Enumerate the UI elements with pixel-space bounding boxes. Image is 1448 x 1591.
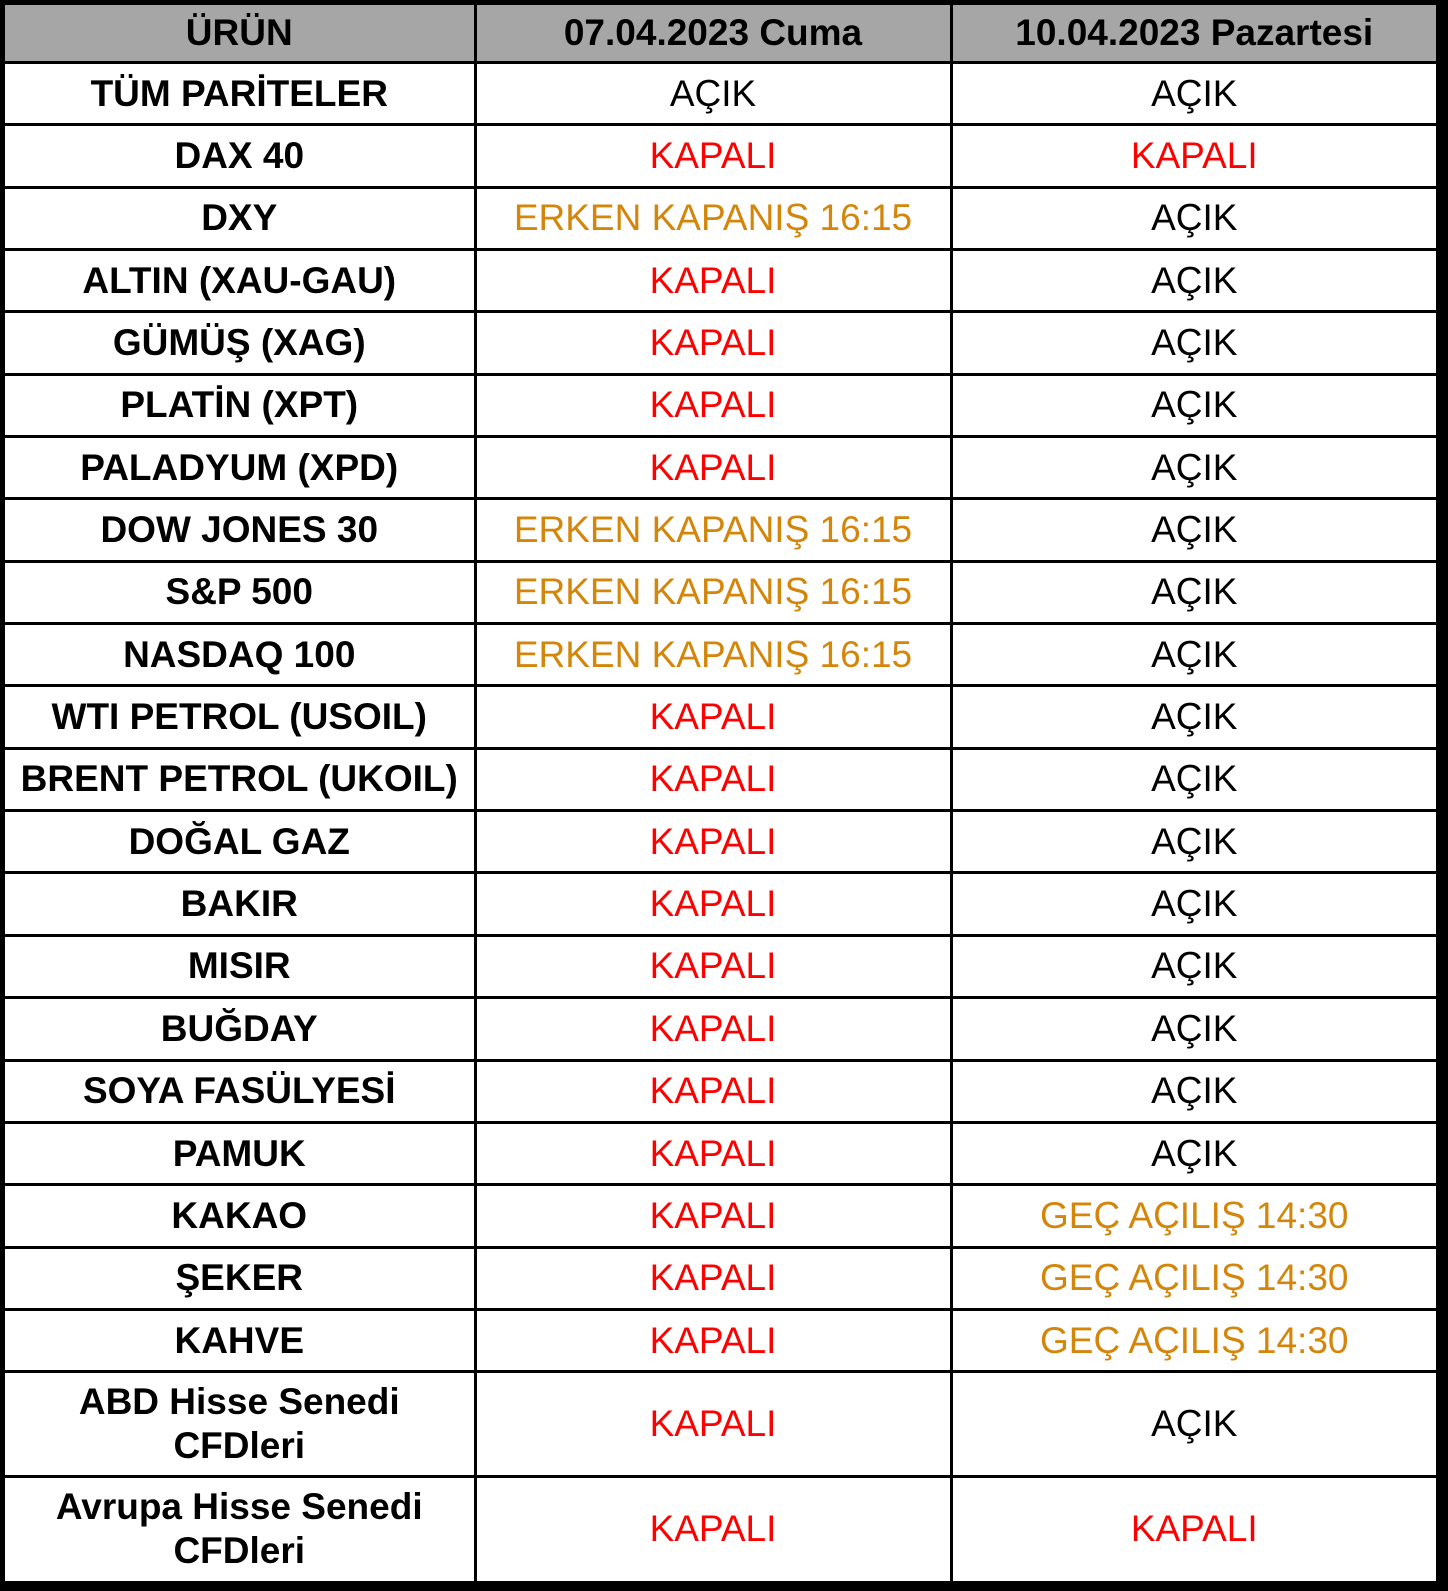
day2-status-cell: AÇIK (951, 437, 1436, 499)
day1-status-cell: KAPALI (475, 1185, 951, 1247)
table-row (5, 1185, 1436, 1247)
product-cell: DAX 40 (5, 125, 475, 187)
table-row (5, 63, 1436, 125)
day2-status-cell: AÇIK (951, 873, 1436, 935)
table-row (5, 1247, 1436, 1309)
header-day1: 07.04.2023 Cuma (475, 5, 951, 63)
day2-status-cell: AÇIK (951, 686, 1436, 748)
table-body (5, 63, 1436, 1582)
table-row (5, 250, 1436, 312)
product-cell: PALADYUM (XPD) (5, 437, 475, 499)
day2-status-cell: AÇIK (951, 748, 1436, 810)
day1-status-cell: KAPALI (475, 437, 951, 499)
table-row (5, 998, 1436, 1060)
day2-status-cell: AÇIK (951, 1122, 1436, 1184)
day2-status-cell: AÇIK (951, 187, 1436, 249)
product-cell: BUĞDAY (5, 998, 475, 1060)
table-row (5, 437, 1436, 499)
table-row (5, 1309, 1436, 1371)
product-cell: WTI PETROL (USOIL) (5, 686, 475, 748)
day1-status-cell: AÇIK (475, 63, 951, 125)
header-row (5, 5, 1436, 63)
schedule-grid (5, 5, 1436, 1581)
table-row (5, 499, 1436, 561)
product-cell: TÜM PARİTELER (5, 63, 475, 125)
day1-status-cell: KAPALI (475, 748, 951, 810)
table-row (5, 187, 1436, 249)
table-row (5, 935, 1436, 997)
product-cell: GÜMÜŞ (XAG) (5, 312, 475, 374)
day1-status-cell: KAPALI (475, 873, 951, 935)
day1-status-cell: KAPALI (475, 125, 951, 187)
day1-status-cell: KAPALI (475, 1309, 951, 1371)
table-row (5, 873, 1436, 935)
day2-status-cell: KAPALI (951, 1476, 1436, 1581)
table-row (5, 811, 1436, 873)
day2-status-cell: AÇIK (951, 624, 1436, 686)
day1-status-cell: ERKEN KAPANIŞ 16:15 (475, 561, 951, 623)
product-cell: BAKIR (5, 873, 475, 935)
product-cell: MISIR (5, 935, 475, 997)
day1-status-cell: KAPALI (475, 374, 951, 436)
table-row (5, 125, 1436, 187)
day1-status-cell: KAPALI (475, 998, 951, 1060)
day1-status-cell: ERKEN KAPANIŞ 16:15 (475, 499, 951, 561)
product-cell: PAMUK (5, 1122, 475, 1184)
table-row (5, 561, 1436, 623)
day1-status-cell: KAPALI (475, 1122, 951, 1184)
table-row (5, 1476, 1436, 1581)
table-row (5, 686, 1436, 748)
product-cell: ŞEKER (5, 1247, 475, 1309)
day2-status-cell: AÇIK (951, 1060, 1436, 1122)
day1-status-cell: KAPALI (475, 811, 951, 873)
table-row (5, 1372, 1436, 1477)
day2-status-cell: AÇIK (951, 250, 1436, 312)
product-cell: NASDAQ 100 (5, 624, 475, 686)
day1-status-cell: KAPALI (475, 935, 951, 997)
day2-status-cell: AÇIK (951, 935, 1436, 997)
product-cell: ALTIN (XAU-GAU) (5, 250, 475, 312)
product-cell: SOYA FASÜLYESİ (5, 1060, 475, 1122)
product-cell: S&P 500 (5, 561, 475, 623)
day2-status-cell: AÇIK (951, 63, 1436, 125)
day1-status-cell: KAPALI (475, 1060, 951, 1122)
day2-status-cell: AÇIK (951, 561, 1436, 623)
day1-status-cell: KAPALI (475, 686, 951, 748)
day1-status-cell: KAPALI (475, 250, 951, 312)
day2-status-cell: KAPALI (951, 125, 1436, 187)
day1-status-cell: ERKEN KAPANIŞ 16:15 (475, 187, 951, 249)
day2-status-cell: AÇIK (951, 499, 1436, 561)
table-row (5, 624, 1436, 686)
product-cell: PLATİN (XPT) (5, 374, 475, 436)
table-row (5, 1122, 1436, 1184)
day1-status-cell: KAPALI (475, 1372, 951, 1477)
table-row (5, 1060, 1436, 1122)
table-row (5, 374, 1436, 436)
product-cell: DXY (5, 187, 475, 249)
day2-status-cell: GEÇ AÇILIŞ 14:30 (951, 1309, 1436, 1371)
product-cell: KAKAO (5, 1185, 475, 1247)
product-cell: DOĞAL GAZ (5, 811, 475, 873)
day2-status-cell: AÇIK (951, 811, 1436, 873)
product-cell: Avrupa Hisse Senedi CFDleri (5, 1476, 475, 1581)
product-cell: DOW JONES 30 (5, 499, 475, 561)
day1-status-cell: KAPALI (475, 1476, 951, 1581)
table-row (5, 748, 1436, 810)
header-product: ÜRÜN (5, 5, 475, 63)
product-cell: BRENT PETROL (UKOIL) (5, 748, 475, 810)
day1-status-cell: KAPALI (475, 1247, 951, 1309)
day2-status-cell: AÇIK (951, 312, 1436, 374)
day1-status-cell: KAPALI (475, 312, 951, 374)
day2-status-cell: GEÇ AÇILIŞ 14:30 (951, 1185, 1436, 1247)
header-day2: 10.04.2023 Pazartesi (951, 5, 1436, 63)
day2-status-cell: GEÇ AÇILIŞ 14:30 (951, 1247, 1436, 1309)
day2-status-cell: AÇIK (951, 1372, 1436, 1477)
table-row (5, 312, 1436, 374)
product-cell: ABD Hisse Senedi CFDleri (5, 1372, 475, 1477)
day2-status-cell: AÇIK (951, 374, 1436, 436)
day1-status-cell: ERKEN KAPANIŞ 16:15 (475, 624, 951, 686)
product-cell: KAHVE (5, 1309, 475, 1371)
day2-status-cell: AÇIK (951, 998, 1436, 1060)
